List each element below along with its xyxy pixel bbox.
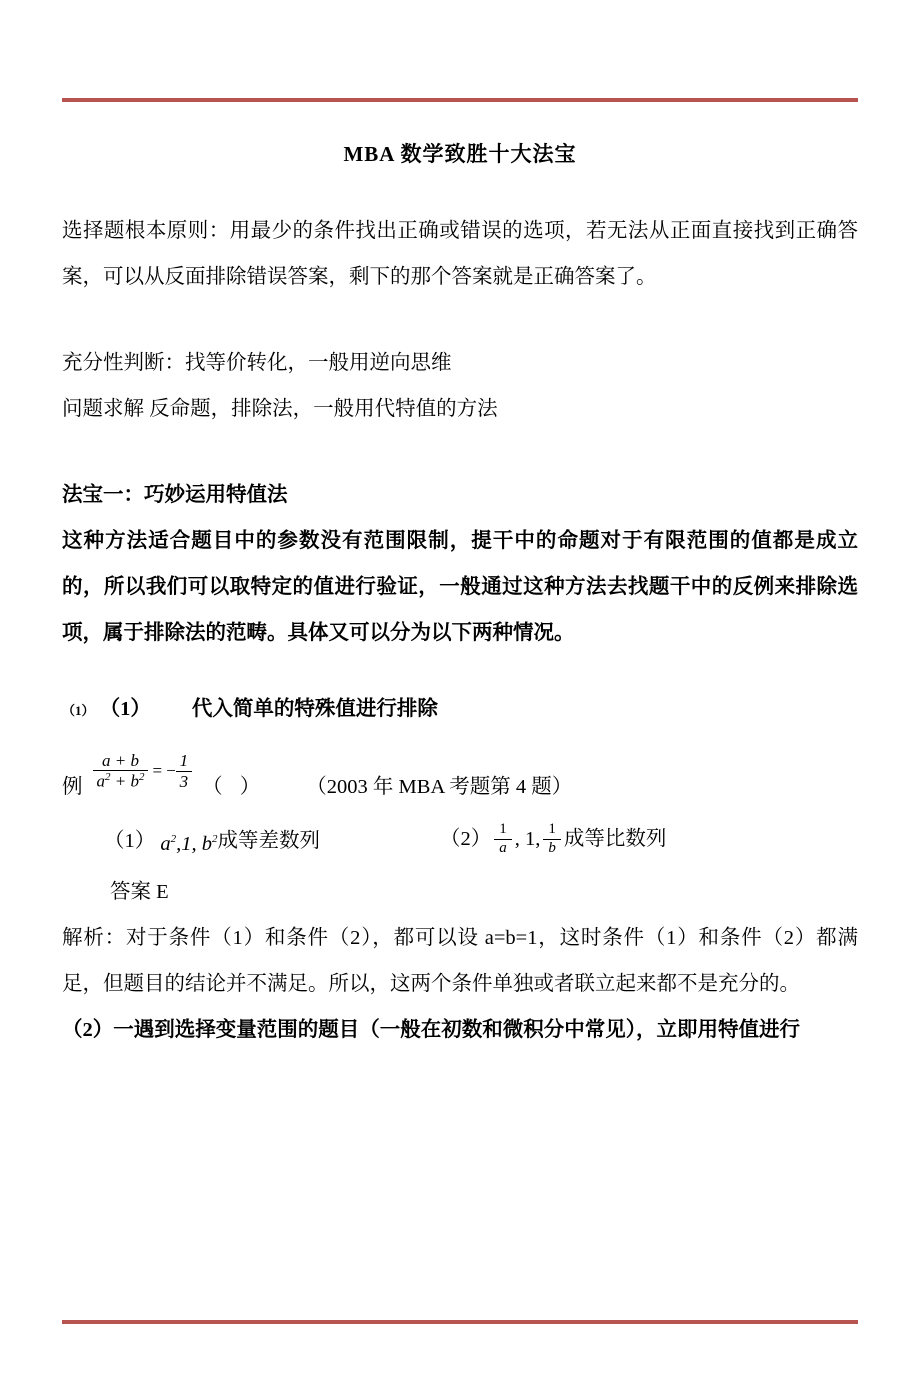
cond2-num-b: 1 [548,821,556,838]
rhs-numerator: 1 [179,750,189,770]
item-one-marker: （1） [99,698,151,720]
fraction-denominator: $a^2 + b^2$ [93,770,149,791]
item-one-line [62,686,858,734]
treasure-one-body: 这种方法适合题目中的参数没有范围限制，提干中的命题对于有限范围的值都是成立的，所以我们可以取特定的值进行验证，一般通过这种方法去找题干中的反例来排除选项，属于排除法的范畴。具体又可以分为以下两种情况。 [62,530,858,644]
sufficiency-paragraph: 充分性判断：找等价转化，一般用逆向思维 [62,352,452,374]
treasure-one-heading: 法宝一：巧妙运用特值法 [62,484,288,506]
item-one-block [62,686,858,734]
cond2-den-a: a [494,839,512,857]
fraction-numerator: a + b [102,750,139,770]
document-page [0,98,920,1400]
condition-one-label: （1） [104,830,156,853]
item-one-marker-small: （1） [62,703,95,718]
condition-one-text: 成等差数列 [217,830,320,853]
top-decorative-rule [62,98,858,102]
example-row [62,748,858,810]
answer-blank: （ ） [202,776,267,798]
problem-solving-paragraph: 问题求解 反命题，排除法，一般用代特值的方法 [62,398,498,420]
equals-sign: = [152,761,163,780]
example-label: 例 [62,776,83,798]
principle-paragraph: 选择题根本原则：用最少的条件找出正确或错误的选项，若无法从正面直接找到正确答案，可以从反面排除错误答案，剩下的那个答案就是正确答案了。 [62,220,858,288]
item-two-line: （2）一遇到选择变量范围的题目（一般在初数和微积分中常见），立即用特值进行 [62,1018,800,1041]
condition-two-fraction-a [494,821,512,857]
answer-line: 答案 E [110,880,169,903]
right-fraction [176,751,193,791]
condition-one [104,816,320,867]
condition-two-fraction-b [543,821,561,857]
rhs-denominator: 3 [176,771,193,792]
analysis-paragraph: 解析：对于条件（1）和条件（2），都可以设 a=b=1，这时条件（1）和条件（2）都满足，但题目的结论并不满足。所以，这两个条件单独或者联立起来都不是充分的。 [62,926,858,995]
sufficiency-block [62,340,858,432]
cond2-num-a: 1 [499,821,507,838]
condition-two-middle: , 1, [514,828,541,850]
exam-source: （2003 年 MBA 考题第 4 题） [306,776,573,798]
item-one-text: 代入简单的特殊值进行排除 [191,698,438,720]
condition-two [440,816,666,862]
cond2-den-b: b [543,839,561,857]
left-fraction [93,751,149,792]
page-title: MBA 数学致胜十大法宝 [343,142,577,166]
condition-two-label: （2） [440,828,492,850]
bottom-decorative-rule [62,1320,858,1324]
treasure-one-block [62,472,858,656]
conditions-row [62,816,858,867]
condition-two-text: 成等比数列 [563,828,667,850]
condition-one-math: $a^2,1$, $b^2$ [160,832,218,855]
example-formula [93,748,193,794]
minus-sign: − [166,761,176,780]
principle-paragraph-block [62,208,858,300]
